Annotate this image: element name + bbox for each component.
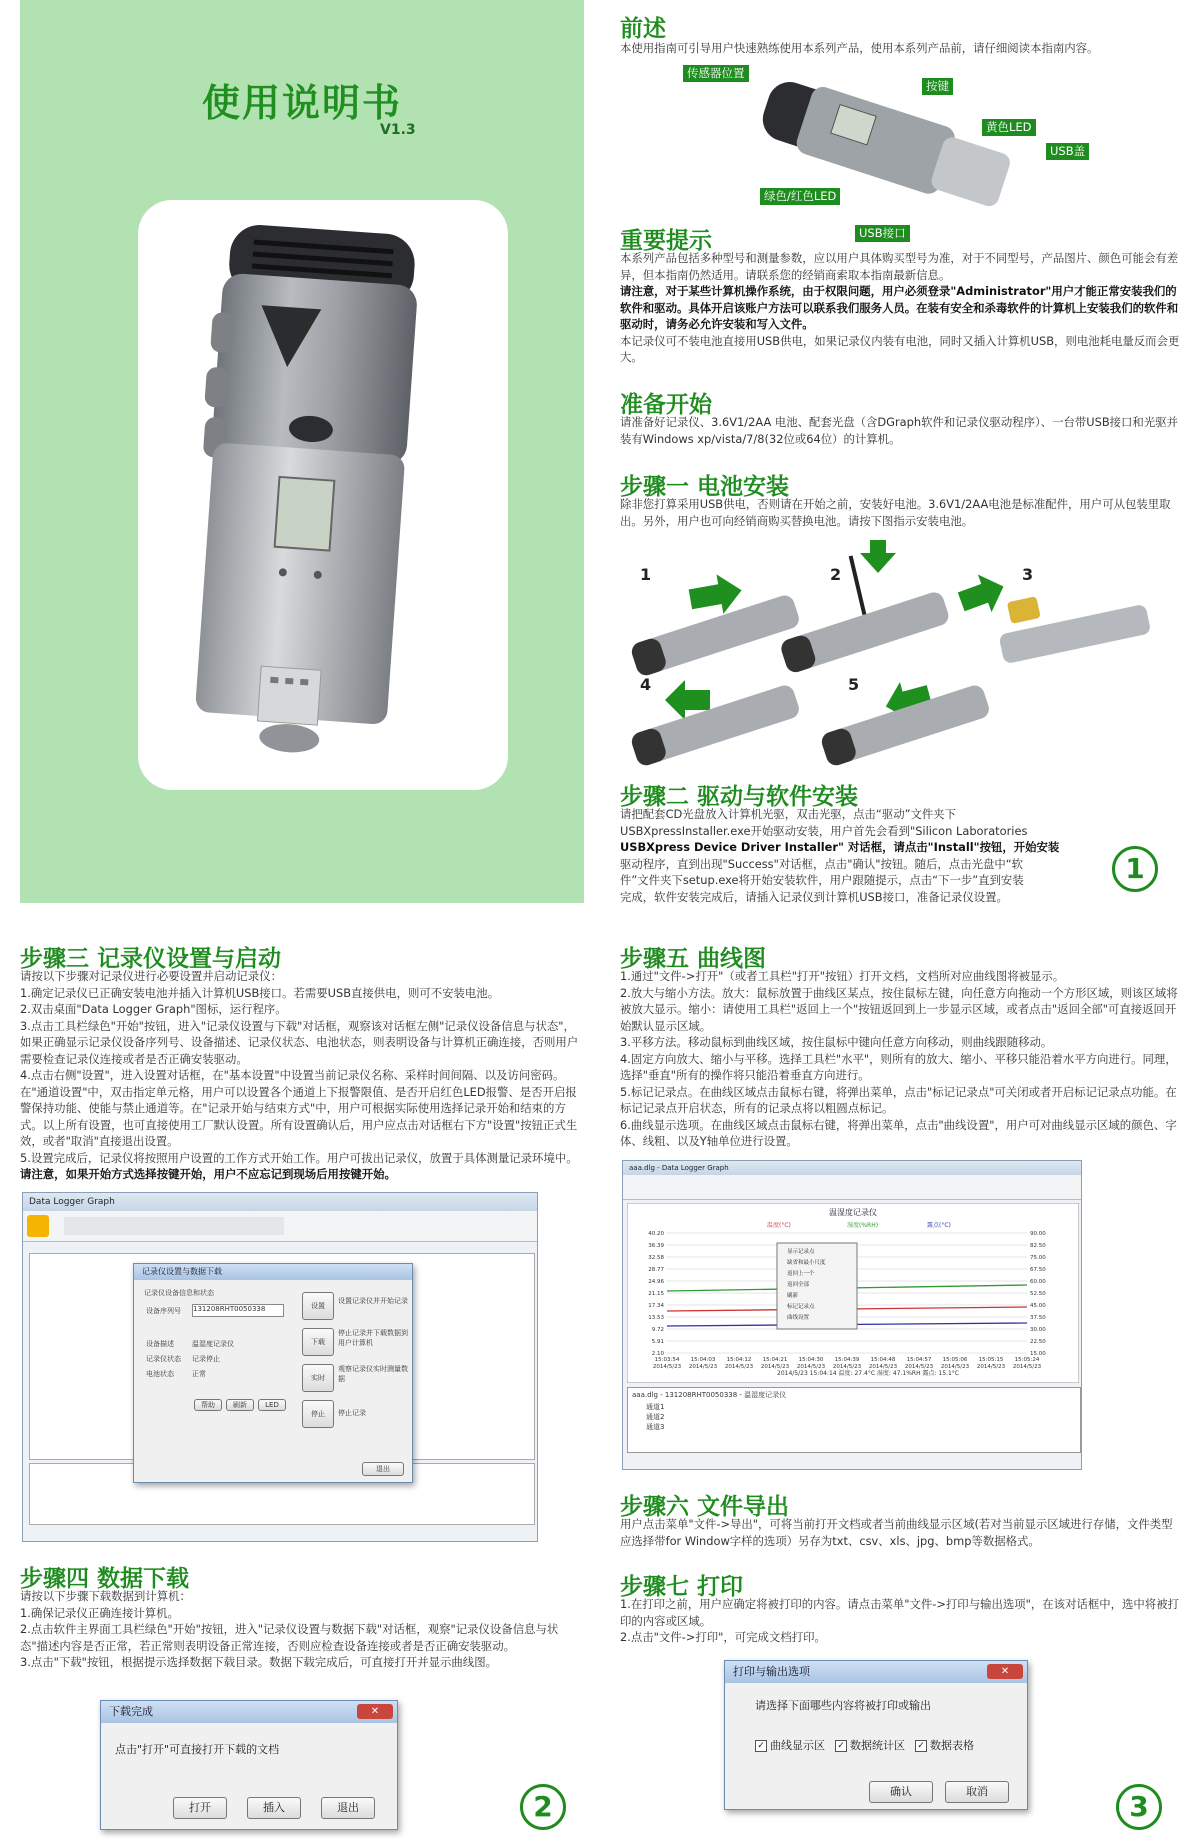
realtime-button[interactable]: 实时 xyxy=(302,1364,334,1392)
confirm-button[interactable]: 确认 xyxy=(869,1781,933,1803)
x-axis-ticks xyxy=(653,1357,1042,1370)
step3-line-text: 5.设置完成后，记录仪将按照用户设置的工作方式开始工作。用户可拔出记录仪，放置于具体测量记录环境中。 xyxy=(20,1150,578,1165)
refresh-button[interactable]: 刷新 xyxy=(226,1399,254,1411)
option-curve[interactable] xyxy=(755,1737,825,1753)
legend-humidity: 湿度(%RH) xyxy=(847,1222,879,1229)
set-desc: 设置记录仪并开始记录 xyxy=(338,1297,408,1305)
legend-temperature: 温度(°C) xyxy=(767,1222,791,1229)
cancel-button[interactable]: 取消 xyxy=(945,1781,1009,1803)
x-tick-date: 2014/5/23 xyxy=(940,1364,970,1370)
download-dialog-message: 点击"打开"可直接打开下载的文档 xyxy=(115,1743,280,1756)
right-tick-label: 15.00 xyxy=(1030,1351,1046,1357)
step5-text xyxy=(620,968,1180,1150)
step3-heading: 步骤三 记录仪设置与启动 xyxy=(20,946,282,972)
x-tick-label: 15:03:54 xyxy=(654,1357,680,1363)
step3-line: 1.确定记录仪已正确安装电池并插入计算机USB接口。若需要USB直接供电，则可不安装电池。 xyxy=(20,985,500,1000)
left-tick-label: 36.39 xyxy=(648,1243,664,1249)
chart-title: 温湿度记录仪 xyxy=(829,1208,877,1217)
callout-yellow-led: 黄色LED xyxy=(982,119,1036,136)
left-tick-label: 24.96 xyxy=(648,1279,664,1285)
x-tick-label: 15:04:21 xyxy=(762,1357,788,1363)
settings-app-window xyxy=(22,1192,538,1542)
graph-toolbar[interactable] xyxy=(623,1175,1081,1200)
context-menu-item[interactable]: 返回全部 xyxy=(787,1282,810,1288)
graph-app-titlebar: aaa.dlg - Data Logger Graph xyxy=(623,1161,1081,1175)
x-tick-date: 2014/5/23 xyxy=(652,1364,682,1370)
left-tick-label: 21.15 xyxy=(648,1291,664,1297)
x-tick-date: 2014/5/23 xyxy=(724,1364,754,1370)
desc-label: 设备描述 xyxy=(146,1340,174,1348)
right-tick-label: 37.50 xyxy=(1030,1315,1046,1321)
step2-line: 请把配套CD光盘放入计算机光驱，双击光驱，点击“驱动”文件夹下 xyxy=(620,807,957,821)
important-p1: 本系列产品包括多种型号和测量参数，应以用户具体购买型号为准，对于不同型号，产品图片、颜色可能会有差异，但本指南仍然适用。请联系您的经销商索取本指南最新信息。 xyxy=(620,251,1179,282)
callout-sensor: 传感器位置 xyxy=(683,65,749,82)
callout-usb-cap: USB盖 xyxy=(1046,143,1089,160)
step7-line: 2.点击"文件->打印"，可完成文档打印。 xyxy=(620,1630,826,1644)
logger-1 xyxy=(629,593,801,678)
download-complete-dialog xyxy=(100,1700,398,1830)
important-p2: 请注意，对于某些计算机操作系统，由于权限问题，用户必须登录"Administrator"用户才能正常安装我们的软件和驱动。具体开启该账户方法可以联系我们服务人员。在装有安全和杀毒软件的计算机上安装我们的软件和驱动时，请务必允许安装和写入文件。 xyxy=(620,284,1179,331)
option-curve-label: 曲线显示区 xyxy=(770,1739,825,1752)
right-tick-label: 60.00 xyxy=(1030,1279,1046,1285)
step2-line: USBXpressInstaller.exe开始驱动安装，用户首先会看到"Silicon Laboratories xyxy=(620,823,1028,838)
left-tick-label: 32.58 xyxy=(648,1255,664,1261)
context-menu-item[interactable]: 显示记录点 xyxy=(787,1249,815,1255)
page-number-2: 2 xyxy=(520,1784,566,1830)
left-tick-label: 40.20 xyxy=(648,1231,664,1237)
step4-line: 2.点击软件主界面工具栏绿色"开始"按钮，进入"记录仪设置与数据下载"对话框，观察"记录仪设备信息与状态"描述内容是否正常，若正常则表明设备正常连接，否则应检查设备连接或者是否正确安装驱动。 xyxy=(20,1622,559,1653)
callout-green-red-led: 绿色/红色LED xyxy=(760,188,840,205)
left-tick-label: 5.91 xyxy=(651,1339,664,1345)
prepare-heading: 准备开始 xyxy=(620,392,712,418)
x-tick-label: 15:04:12 xyxy=(726,1357,752,1363)
state-label: 记录仪状态 xyxy=(146,1355,181,1363)
step2-heading: 步骤二 驱动与软件安装 xyxy=(620,784,859,810)
x-tick-label: 15:05:06 xyxy=(942,1357,968,1363)
step5-line: 5.标记记录点。在曲线区域点击鼠标右键，将弹出菜单，点击"标记记录点"可关闭或者开启标记记录点功能。在标记记录点开启状态，所有的记录点将以粗圆点标记。 xyxy=(620,1084,1177,1115)
download-button[interactable]: 下载 xyxy=(302,1328,334,1356)
right-tick-label: 45.00 xyxy=(1030,1303,1046,1309)
step4-heading: 步骤四 数据下载 xyxy=(20,1566,190,1592)
x-tick-date: 2014/5/23 xyxy=(796,1364,826,1370)
start-icon[interactable] xyxy=(27,1215,49,1237)
logger-device-image xyxy=(138,200,508,790)
arrow-down-icon xyxy=(860,540,896,573)
step2-line: USBXpress Device Driver Installer" 对话框，请点击"Install"按钮，开始安装 xyxy=(620,840,1060,854)
right-tick-label: 75.00 xyxy=(1030,1255,1046,1261)
step1-label-1: 1 xyxy=(640,565,652,584)
x-tick-label: 15:04:03 xyxy=(690,1357,716,1363)
x-tick-date: 2014/5/23 xyxy=(688,1364,718,1370)
step3-line: 2.双击桌面"Data Logger Graph"图标，运行程序。 xyxy=(20,1002,287,1016)
toolbar xyxy=(23,1211,537,1242)
important-p3: 本记录仪可不装电池直接用USB供电，如果记录仪内装有电池，同时又插入计算机USB，则电池耗电量反而会更大。 xyxy=(620,333,1180,364)
callout-button: 按键 xyxy=(922,78,953,95)
logger-4 xyxy=(629,683,801,768)
tree-root[interactable]: aaa.dlg - 131208RHT0050338 - 温湿度记录仪 xyxy=(632,1391,787,1399)
help-button[interactable]: 帮助 xyxy=(194,1399,222,1411)
x-tick-label: 15:04:48 xyxy=(870,1357,896,1363)
file-tree xyxy=(627,1387,1081,1453)
step1-label-3: 3 xyxy=(1022,565,1034,584)
prepare-text: 请准备好记录仪、3.6V1/2AA 电池、配套光盘（含DGraph软件和记录仪驱动程序）、一台带USB接口和光驱并装有Windows xp/vista/7/8(32位或64位）的计算机。 xyxy=(620,415,1178,446)
logger-3 xyxy=(992,574,1151,664)
step7-heading: 步骤七 打印 xyxy=(620,1574,744,1600)
product-photo-card xyxy=(138,200,508,790)
left-tick-label: 17.34 xyxy=(648,1303,664,1309)
x-tick-date: 2014/5/23 xyxy=(976,1364,1006,1370)
set-button[interactable]: 设置 xyxy=(302,1292,334,1320)
step6-text: 用户点击菜单"文件->导出"，可将当前打开文档或者当前曲线显示区域(若对当前显示区域进行存储，文件类型应选择带for Window字样的选项）另存为txt、csv、xls、jpg、bmp等数据格式。 xyxy=(620,1517,1173,1548)
step1-heading: 步骤一 电池安装 xyxy=(620,474,790,500)
x-tick-date: 2014/5/23 xyxy=(760,1364,790,1370)
step7-line: 1.在打印之前，用户应确定将被打印的内容。请点击菜单"文件->打印与输出选项"，在该对话框中，选中将被打印的内容或区域。 xyxy=(620,1597,1179,1628)
option-table[interactable] xyxy=(915,1737,974,1753)
foreword-text: 本使用指南可引导用户快速熟练使用本系列产品，使用本系列产品前，请仔细阅读本指南内容。 xyxy=(620,41,1099,55)
x-tick-label: 15:04:57 xyxy=(906,1357,932,1363)
context-menu-item[interactable]: 标记记录点 xyxy=(787,1304,815,1310)
page-number-1: 1 xyxy=(1112,846,1158,892)
print-dialog-message: 请选择下面哪些内容将被打印或输出 xyxy=(755,1699,931,1712)
x-tick-date: 2014/5/23 xyxy=(904,1364,934,1370)
step7-text xyxy=(620,1596,1180,1646)
left-tick-label: 2.10 xyxy=(651,1351,664,1357)
checkbox-checked-icon[interactable]: ✓ xyxy=(915,1740,927,1752)
step6-heading: 步骤六 文件导出 xyxy=(620,1494,790,1520)
context-menu-item[interactable]: 返回上一个 xyxy=(787,1271,815,1277)
download-dialog-title: 下载完成 xyxy=(101,1701,397,1723)
important-text xyxy=(620,250,1180,366)
cover-panel xyxy=(20,0,584,903)
foreword-heading: 前述 xyxy=(620,16,666,42)
insert-button[interactable]: 插入 xyxy=(247,1797,301,1819)
graph-chart xyxy=(627,1203,1079,1383)
step5-line: 1.通过"文件->打开"（或者工具栏"打开"按钮）打开文档，文档所对应曲线图将被显示。 xyxy=(620,969,1065,983)
status-readout: 2014/5/23 15:04:14 温度: 27.4°C 湿度: 47.1%RH 露点: 15.1°C xyxy=(777,1370,959,1377)
step4-line: 1.确保记录仪正确连接计算机。 xyxy=(20,1605,179,1620)
tree-item-1[interactable]: 通道1 xyxy=(646,1403,665,1411)
option-table-label: 数据表格 xyxy=(930,1739,974,1752)
left-tick-label: 9.72 xyxy=(651,1327,664,1333)
context-menu-item[interactable]: 曲线设置 xyxy=(787,1315,810,1321)
battery-value: 正常 xyxy=(192,1370,206,1378)
step1-label-5: 5 xyxy=(848,675,860,694)
step2-line: 完成，软件安装完成后，请插入记录仪到计算机USB接口，准备记录仪设置。 xyxy=(620,889,1008,904)
step4-text xyxy=(20,1588,580,1671)
step3-line xyxy=(20,1150,580,1183)
right-tick-label: 67.50 xyxy=(1030,1267,1046,1273)
step4-line: 请按以下步骤下载数据到计算机： xyxy=(20,1589,191,1603)
arrow-right-icon xyxy=(954,568,1010,621)
context-menu-item[interactable]: 刷新 xyxy=(787,1293,799,1299)
step2-line: 驱动程序，直到出现"Success"对话框，点击"确认"按钮。随后，点击光盘中“软 xyxy=(620,856,1024,871)
right-tick-label: 90.00 xyxy=(1030,1231,1046,1237)
exit-button[interactable]: 退出 xyxy=(321,1797,375,1819)
step3-line: 3.点击工具栏绿色"开始"按钮，进入"记录仪设置与下载"对话框，观察该对话框左侧"记录仪设备信息与状态"，如果正确显示记录仪设备序列号、设备描述、记录仪状态、电池状态，则表明设备与计算机正确连接，否则用户需要检查记录仪连接或者是否正确安装驱动。 xyxy=(20,1018,579,1066)
step3-line: 4.点击右侧"设置"，进入设置对话框，在"基本设置"中设置当前记录仪名称、采样时间间隔、以及访问密码。在"通道设置"中，双击指定单元格，用户可以设置各个通道上下报警限值、是否开启红色LED报警、是否开启报警保持功能、使能与禁止通道等。在"记录开始与结束方式"中，用户可根据实际使用选择记录开始和结束的方式。以上所有设置，也可直接使用工厂默认设置。所有设置确认后，用户应点击对话框右下方"设置"按钮正式生效，或者"取消"直接退出设置。 xyxy=(20,1068,578,1148)
right-tick-label: 30.00 xyxy=(1030,1327,1046,1333)
print-dialog-title: 打印与输出选项 xyxy=(725,1661,1027,1683)
step3-note: 请注意，如果开始方式选择按键开始，用户不应忘记到现场后用按键开始。 xyxy=(20,1167,396,1181)
battery-install-diagram xyxy=(620,540,1180,780)
stop-button[interactable]: 停止 xyxy=(302,1400,334,1428)
callout-usb-port: USB接口 xyxy=(855,225,910,242)
graph-app-window xyxy=(622,1160,1082,1470)
exit-button[interactable]: 退出 xyxy=(362,1462,404,1476)
step5-line: 6.曲线显示选项。在曲线区域点击鼠标右键，将弹出菜单，点击"曲线设置"，用户可对曲线显示区域的颜色、字体、线粗、以及Y轴单位进行设置。 xyxy=(620,1117,1177,1148)
state-value: 记录停止 xyxy=(192,1355,220,1363)
close-icon[interactable]: ✕ xyxy=(987,1664,1023,1679)
battery-label: 电池状态 xyxy=(146,1370,174,1378)
right-tick-label: 22.50 xyxy=(1030,1339,1046,1345)
step5-heading: 步骤五 曲线图 xyxy=(620,946,767,972)
step1-label-2: 2 xyxy=(830,565,842,584)
toolbar-buttons[interactable] xyxy=(64,1217,284,1235)
left-tick-label: 28.77 xyxy=(648,1267,664,1273)
settings-app-titlebar: Data Logger Graph xyxy=(23,1193,537,1211)
step5-line: 3.平移方法。移动鼠标到曲线区域，按住鼠标中键向任意方向移动，则曲线跟随移动。 xyxy=(620,1035,1053,1049)
download-desc: 停止记录并下载数据到用户计算机 xyxy=(338,1329,408,1347)
option-stats[interactable] xyxy=(835,1737,905,1753)
step5-line: 4.固定方向放大、缩小与平移。选择工具栏"水平"，则所有的放大、缩小、平移只能沿着水平方向进行。同理，选择"垂直"所有的操作将只能沿着垂直方向进行。 xyxy=(620,1051,1177,1082)
x-tick-label: 15:04:39 xyxy=(834,1357,860,1363)
x-tick-label: 15:05:15 xyxy=(978,1357,1004,1363)
checkbox-checked-icon[interactable]: ✓ xyxy=(835,1740,847,1752)
stop-desc: 停止记录 xyxy=(338,1409,366,1417)
serial-label: 设备序列号 xyxy=(146,1307,181,1315)
step2-line: 件”文件夹下setup.exe将开始安装软件，用户跟随提示，点击“下一步”直到安装 xyxy=(620,873,1024,887)
step2-text xyxy=(620,806,1120,905)
right-tick-label: 52.50 xyxy=(1030,1291,1046,1297)
x-tick-label: 15:05:24 xyxy=(1014,1357,1040,1363)
x-tick-label: 15:04:30 xyxy=(798,1357,824,1363)
settings-dialog xyxy=(133,1263,413,1483)
checkbox-checked-icon[interactable]: ✓ xyxy=(755,1740,767,1752)
realtime-desc: 观察记录仪实时测量数据 xyxy=(338,1365,408,1383)
tree-item-2[interactable]: 通道2 xyxy=(646,1413,665,1421)
cover-version: V1.3 xyxy=(380,122,416,138)
step4-line: 3.点击"下载"按钮，根据提示选择数据下载目录。数据下载完成后，可直接打开并显示曲线图。 xyxy=(20,1655,497,1669)
cover-title: 使用说明书 xyxy=(201,81,402,125)
settings-dialog-title: 记录仪设置与数据下载 xyxy=(134,1264,412,1280)
x-tick-date: 2014/5/23 xyxy=(832,1364,862,1370)
close-icon[interactable]: ✕ xyxy=(357,1704,393,1719)
page-number-3: 3 xyxy=(1116,1784,1162,1830)
important-heading: 重要提示 xyxy=(620,228,712,254)
desc-value: 温湿度记录仪 xyxy=(192,1340,234,1348)
step3-text xyxy=(20,968,580,1183)
x-tick-date: 2014/5/23 xyxy=(868,1364,898,1370)
step1-text: 除非您打算采用USB供电，否则请在开始之前，安装好电池。3.6V1/2AA电池是标准配件，用户可从包装里取出。另外，用户也可向经销商购买替换电池。请按下图指示安装电池。 xyxy=(620,497,1171,528)
right-tick-label: 82.50 xyxy=(1030,1243,1046,1249)
step1-label-4: 4 xyxy=(640,675,652,694)
step3-line: 请按以下步骤对记录仪进行必要设置并启动记录仪： xyxy=(20,969,282,983)
option-stats-label: 数据统计区 xyxy=(850,1739,905,1752)
open-button[interactable]: 打开 xyxy=(173,1797,227,1819)
step5-line: 2.放大与缩小方法。放大：鼠标放置于曲线区某点，按住鼠标左键，向任意方向拖动一个方形区域，则该区域将被放大显示。缩小：请使用工具栏"返回上一个"按钮返回到上一步显示区域，或者点击"返回全部"可直接返回开始默认显示区域。 xyxy=(620,985,1178,1033)
device-info-group: 记录仪设备信息和状态 xyxy=(144,1289,214,1297)
context-menu-item[interactable]: 缺省和最小尺度 xyxy=(787,1260,826,1266)
left-tick-label: 13.53 xyxy=(648,1315,664,1321)
x-tick-date: 2014/5/23 xyxy=(1012,1364,1042,1370)
print-options-dialog xyxy=(724,1660,1028,1810)
legend-dewpoint: 露点(°C) xyxy=(927,1222,951,1229)
led-button[interactable]: LED xyxy=(258,1399,286,1411)
serial-select[interactable]: 131208RHT0050338 xyxy=(192,1304,284,1317)
tree-item-3[interactable]: 通道3 xyxy=(646,1423,665,1431)
